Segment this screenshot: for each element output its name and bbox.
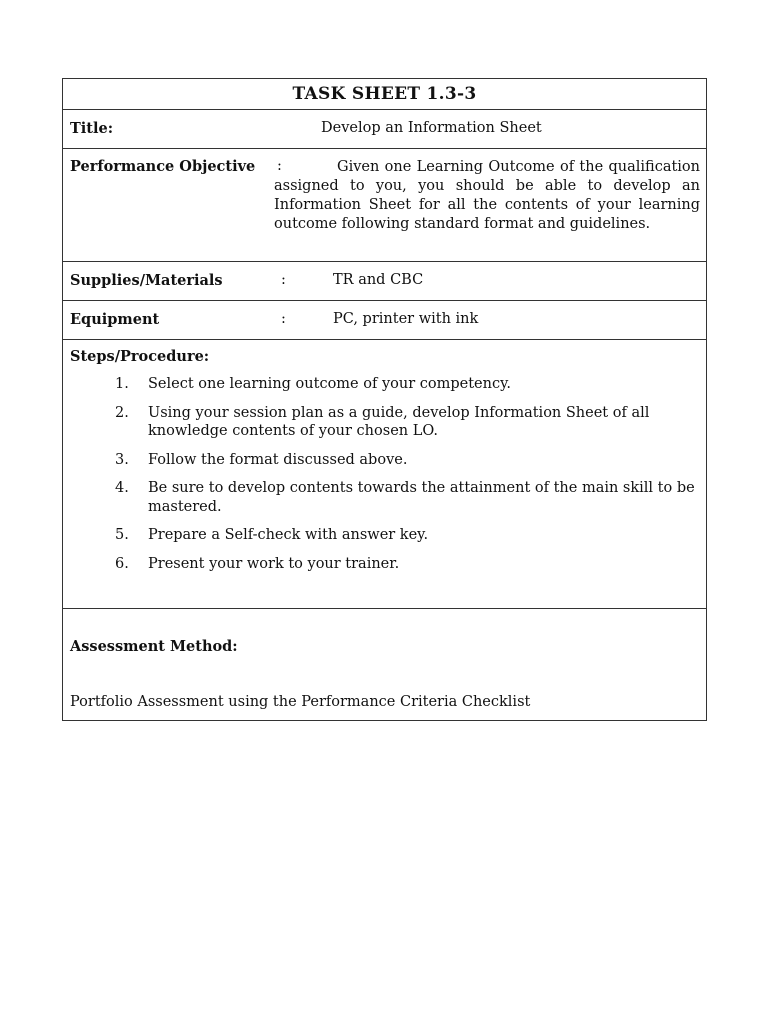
performance-objective-label: Performance Objective — [70, 158, 256, 175]
performance-objective-text: Given one Learning Outcome of the qualification assigned to you, you should be able to develop an Information Sheet for all the contents of your learning outcome following standard format and guidelines. — [274, 159, 700, 232]
performance-objective-row — [63, 149, 706, 262]
assessment-method-label: Assessment Method: — [70, 638, 238, 655]
steps-procedure-row — [63, 340, 706, 609]
step-item — [115, 404, 695, 441]
title-row — [63, 110, 706, 149]
step-number: 4. — [115, 480, 129, 496]
task-sheet-heading: TASK SHEET 1.3-3 — [292, 84, 477, 104]
equipment-label: Equipment — [70, 311, 160, 328]
step-text: Be sure to develop contents towards the attainment of the main skill to be mastered. — [148, 480, 695, 515]
step-item — [115, 375, 695, 394]
performance-objective-colon: : — [277, 158, 282, 174]
steps-list — [115, 375, 695, 583]
task-sheet-header-row — [63, 79, 706, 110]
step-text: Prepare a Self-check with answer key. — [148, 527, 429, 543]
title-value: Develop an Information Sheet — [321, 120, 542, 136]
step-number: 3. — [115, 451, 129, 468]
equipment-colon: : — [281, 311, 286, 327]
assessment-method-row — [63, 609, 706, 720]
assessment-method-value: Portfolio Assessment using the Performance Criteria Checklist — [70, 694, 531, 710]
steps-procedure-label: Steps/Procedure: — [70, 348, 210, 365]
supplies-materials-value: TR and CBC — [333, 272, 424, 288]
supplies-materials-colon: : — [281, 272, 286, 288]
task-sheet-table — [62, 78, 707, 721]
step-text: Follow the format discussed above. — [148, 451, 408, 468]
equipment-row — [63, 301, 706, 340]
equipment-value: PC, printer with ink — [333, 311, 479, 327]
supplies-materials-row — [63, 262, 706, 301]
supplies-materials-label: Supplies/Materials — [70, 272, 223, 289]
step-number: 2. — [115, 404, 129, 421]
step-item — [115, 526, 695, 545]
step-number: 6. — [115, 555, 129, 572]
step-number: 1. — [115, 376, 129, 392]
step-item — [115, 555, 695, 574]
step-item — [115, 479, 695, 516]
title-label: Title: — [70, 120, 114, 137]
step-text: Using your session plan as a guide, develop Information Sheet of all knowledge contents of your chosen LO. — [148, 404, 650, 439]
step-text: Select one learning outcome of your competency. — [148, 376, 511, 392]
step-number: 5. — [115, 527, 129, 543]
step-item — [115, 451, 695, 470]
step-text: Present your work to your trainer. — [148, 555, 400, 572]
